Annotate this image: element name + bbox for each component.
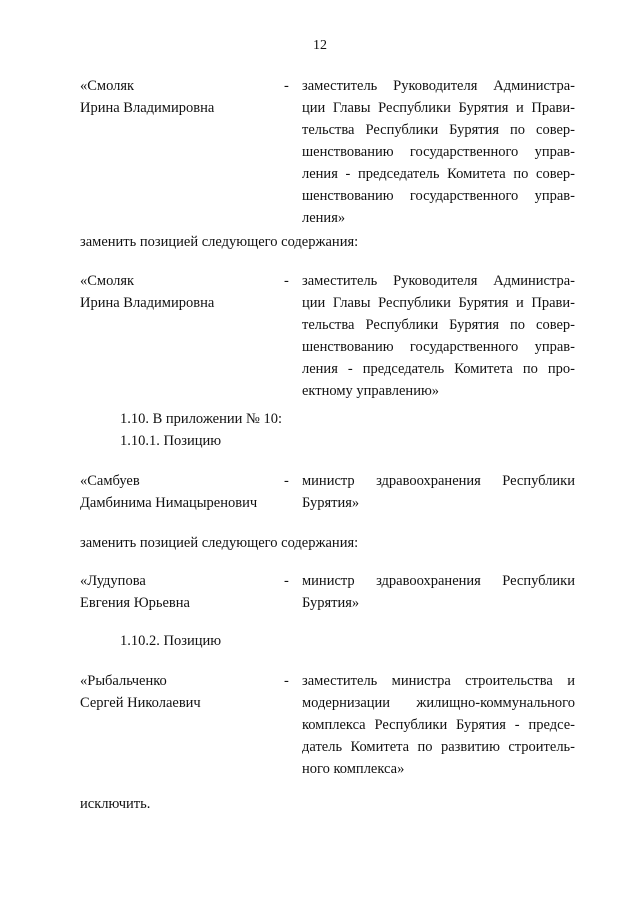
description-line: ления» [302, 210, 346, 226]
position-description [302, 570, 575, 614]
description-line: шенствованию государственного управ- [302, 339, 575, 355]
description-line: заместитель Руководителя Администра- [302, 78, 575, 94]
section-heading-1-10: 1.10. В приложении № 10: [120, 411, 282, 427]
description-line: ления - председатель Комитета по про- [302, 361, 575, 377]
person-given-names: Евгения Юрьевна [80, 595, 190, 611]
separator-dash: - [284, 673, 289, 689]
replace-instruction: заменить позицией следующего содержания: [80, 234, 359, 250]
description-line: шенствованию государственного управ- [302, 144, 575, 160]
person-surname: «Самбуев [80, 473, 140, 489]
exclude-instruction: исключить. [80, 796, 151, 812]
description-line: заместитель министра строительства и [302, 673, 575, 689]
person-surname: «Смоляк [80, 273, 135, 289]
person-name [80, 75, 280, 119]
description-line: комплекса Республики Бурятия - предсе- [302, 717, 575, 733]
page-number: 12 [313, 38, 327, 53]
description-line: ного комплекса» [302, 761, 405, 777]
description-line: модернизации жилищно-коммунального [302, 695, 575, 711]
description-line: заместитель Руководителя Администра- [302, 273, 575, 289]
position-description [302, 470, 575, 514]
description-line: министр здравоохранения Республики [302, 473, 575, 489]
person-surname: «Лудупова [80, 573, 146, 589]
description-line: ления - председатель Комитета по совер- [302, 166, 575, 182]
person-given-names: Дамбинима Нимацыренович [80, 495, 258, 511]
description-line: ектному управлению» [302, 383, 440, 399]
person-given-names: Сергей Николаевич [80, 695, 201, 711]
separator-dash: - [284, 273, 289, 289]
description-line: министр здравоохранения Республики [302, 573, 575, 589]
position-description [302, 75, 575, 229]
position-description [302, 270, 575, 402]
person-name [80, 270, 280, 314]
description-line: ции Главы Республики Бурятия и Прави- [302, 100, 575, 116]
person-name [80, 670, 280, 714]
person-surname: «Рыбальченко [80, 673, 167, 689]
replace-instruction: заменить позицией следующего содержания: [80, 535, 359, 551]
person-given-names: Ирина Владимировна [80, 295, 215, 311]
description-line: Бурятия» [302, 595, 360, 611]
position-description [302, 670, 575, 780]
section-heading-1-10-2: 1.10.2. Позицию [120, 633, 222, 649]
section-heading-1-10-1: 1.10.1. Позицию [120, 433, 222, 449]
separator-dash: - [284, 573, 289, 589]
person-given-names: Ирина Владимировна [80, 100, 215, 116]
description-line: шенствованию государственного управ- [302, 188, 575, 204]
description-line: тельства Республики Бурятия по совер- [302, 122, 575, 138]
description-line: тельства Республики Бурятия по совер- [302, 317, 575, 333]
person-name [80, 570, 280, 614]
description-line: Бурятия» [302, 495, 360, 511]
person-name [80, 470, 280, 514]
description-line: ции Главы Республики Бурятия и Прави- [302, 295, 575, 311]
separator-dash: - [284, 473, 289, 489]
person-surname: «Смоляк [80, 78, 135, 94]
description-line: датель Комитета по развитию строитель- [302, 739, 575, 755]
separator-dash: - [284, 78, 289, 94]
